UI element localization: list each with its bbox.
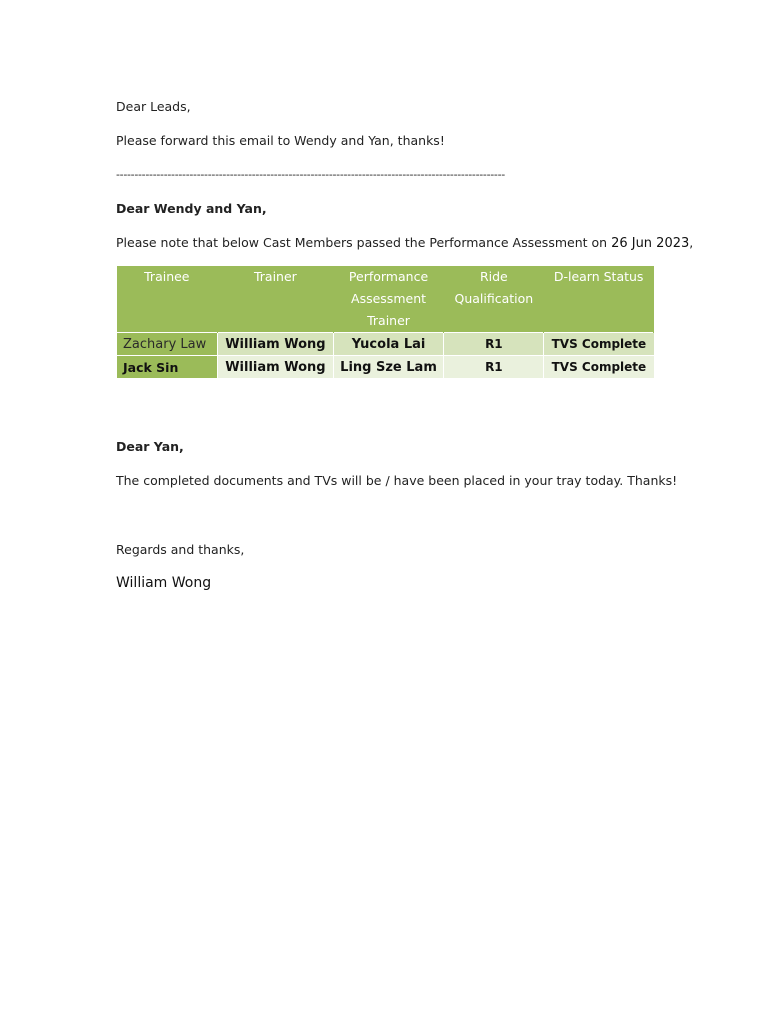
trainer-cell: William Wong xyxy=(218,333,334,356)
dlearn-cell: TVS Complete xyxy=(544,356,654,379)
assessment-date: 26 Jun 2023 xyxy=(611,236,690,251)
trainee-cell: Jack Sin xyxy=(117,356,218,379)
ride-cell: R1 xyxy=(444,333,544,356)
documents-note: The completed documents and TVs will be / have been placed in your tray today. Thanks! xyxy=(116,473,678,488)
table-row xyxy=(117,356,654,379)
header-dlearn-status: D-learn Status xyxy=(544,266,654,333)
table-header-row xyxy=(117,266,654,333)
separator-line: ---------------------------------------------------------------------------------------------------------- xyxy=(116,168,505,181)
trainer-cell: William Wong xyxy=(218,356,334,379)
table-row xyxy=(117,333,654,356)
intro-text: Please note that below Cast Members passed the Performance Assessment on xyxy=(116,235,608,250)
pa-trainer-cell: Ling Sze Lam xyxy=(333,356,444,379)
intro-suffix: , xyxy=(689,235,694,250)
header-pa-trainer: Performance Assessment Trainer xyxy=(333,266,444,333)
closing-text: Regards and thanks, xyxy=(116,542,245,557)
intro-paragraph xyxy=(116,235,693,252)
ride-cell: R1 xyxy=(444,356,544,379)
trainee-cell: Zachary Law xyxy=(117,333,218,356)
pa-trainer-cell: Yucola Lai xyxy=(333,333,444,356)
dlearn-cell: TVS Complete xyxy=(544,333,654,356)
header-trainee: Trainee xyxy=(117,266,218,333)
greeting-leads: Dear Leads, xyxy=(116,99,191,114)
assessment-table xyxy=(116,266,654,378)
greeting-wendy-yan: Dear Wendy and Yan, xyxy=(116,201,267,216)
header-trainer: Trainer xyxy=(218,266,334,333)
greeting-yan: Dear Yan, xyxy=(116,439,184,454)
signature: William Wong xyxy=(116,575,212,591)
header-ride-qualification: Ride Qualification xyxy=(444,266,544,333)
forward-request: Please forward this email to Wendy and Yan, thanks! xyxy=(116,133,445,148)
